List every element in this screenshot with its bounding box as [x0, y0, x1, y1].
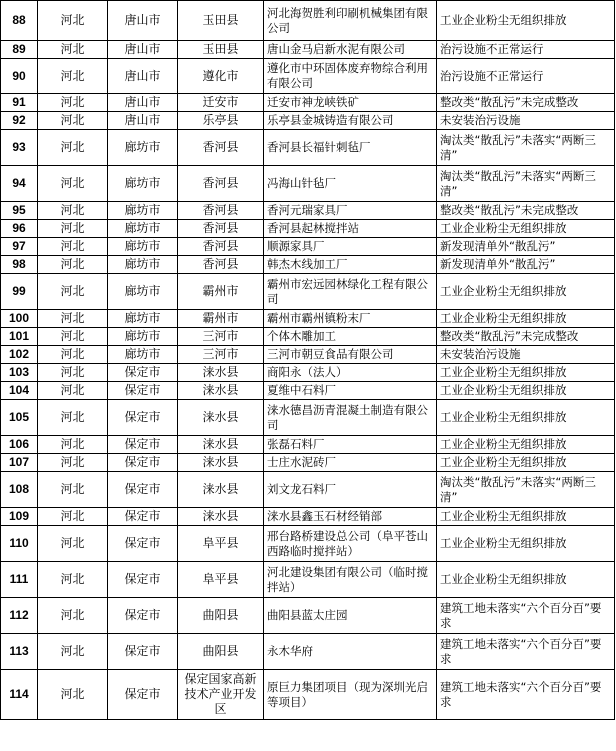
province-cell: 河北 [38, 364, 108, 382]
issue-type-cell: 建筑工地未落实“六个百分百”要求 [437, 670, 615, 720]
county-cell: 三河市 [178, 328, 264, 346]
table-row [1, 454, 615, 472]
row-number-cell: 114 [1, 670, 38, 720]
table-row [1, 1, 615, 41]
enterprise-name-cell: 原巨力集团项目（现为深圳光启等项目） [264, 670, 437, 720]
issue-type-cell: 新发现清单外“散乱污” [437, 256, 615, 274]
issue-type-cell: 未安装治污设施 [437, 346, 615, 364]
enterprise-name-cell: 遵化市中环固体废弃物综合利用有限公司 [264, 59, 437, 94]
enterprise-name-cell: 涞水德昌沥青混凝土制造有限公司 [264, 400, 437, 436]
enterprise-name-cell: 商阳永（法人） [264, 364, 437, 382]
row-number-cell: 90 [1, 59, 38, 94]
city-cell: 廊坊市 [108, 166, 178, 202]
county-cell: 涞水县 [178, 436, 264, 454]
table-row [1, 59, 615, 94]
city-cell: 保定市 [108, 634, 178, 670]
table-row [1, 220, 615, 238]
city-cell: 廊坊市 [108, 310, 178, 328]
issue-type-cell: 工业企业粉尘无组织排放 [437, 562, 615, 598]
province-cell: 河北 [38, 220, 108, 238]
province-cell: 河北 [38, 94, 108, 112]
city-cell: 保定市 [108, 382, 178, 400]
city-cell: 保定市 [108, 670, 178, 720]
issue-type-cell: 工业企业粉尘无组织排放 [437, 220, 615, 238]
table-row [1, 166, 615, 202]
row-number-cell: 93 [1, 130, 38, 166]
table-row [1, 382, 615, 400]
county-cell: 香河县 [178, 166, 264, 202]
county-cell: 保定国家高新技术产业开发区 [178, 670, 264, 720]
row-number-cell: 98 [1, 256, 38, 274]
table-row [1, 346, 615, 364]
issue-type-cell: 工业企业粉尘无组织排放 [437, 436, 615, 454]
issue-type-cell: 建筑工地未落实“六个百分百”要求 [437, 598, 615, 634]
province-cell: 河北 [38, 436, 108, 454]
enterprise-name-cell: 夏维中石料厂 [264, 382, 437, 400]
county-cell: 香河县 [178, 220, 264, 238]
province-cell: 河北 [38, 256, 108, 274]
county-cell: 香河县 [178, 202, 264, 220]
row-number-cell: 109 [1, 508, 38, 526]
row-number-cell: 101 [1, 328, 38, 346]
enterprise-name-cell: 刘文龙石料厂 [264, 472, 437, 508]
city-cell: 唐山市 [108, 1, 178, 41]
province-cell: 河北 [38, 508, 108, 526]
issue-type-cell: 整改类“散乱污”未完成整改 [437, 328, 615, 346]
issue-type-cell: 淘汰类“散乱污”未落实“两断三清” [437, 472, 615, 508]
enterprise-name-cell: 乐亭县金城铸造有限公司 [264, 112, 437, 130]
row-number-cell: 91 [1, 94, 38, 112]
city-cell: 保定市 [108, 526, 178, 562]
county-cell: 香河县 [178, 130, 264, 166]
enterprise-name-cell: 邢台路桥建设总公司（阜平苍山西路临时搅拌站） [264, 526, 437, 562]
issue-type-cell: 未安装治污设施 [437, 112, 615, 130]
row-number-cell: 89 [1, 41, 38, 59]
county-cell: 阜平县 [178, 526, 264, 562]
issue-type-cell: 工业企业粉尘无组织排放 [437, 508, 615, 526]
city-cell: 唐山市 [108, 41, 178, 59]
province-cell: 河北 [38, 130, 108, 166]
row-number-cell: 94 [1, 166, 38, 202]
city-cell: 廊坊市 [108, 220, 178, 238]
table-row [1, 202, 615, 220]
table-row [1, 436, 615, 454]
table-row [1, 274, 615, 310]
enterprise-name-cell: 香河县长福针刺毡厂 [264, 130, 437, 166]
province-cell: 河北 [38, 562, 108, 598]
table-row [1, 598, 615, 634]
row-number-cell: 88 [1, 1, 38, 41]
enterprise-name-cell: 霸州市宏远园林绿化工程有限公司 [264, 274, 437, 310]
city-cell: 廊坊市 [108, 256, 178, 274]
enterprise-name-cell: 香河元瑞家具厂 [264, 202, 437, 220]
province-cell: 河北 [38, 598, 108, 634]
issue-type-cell: 淘汰类“散乱污”未落实“两断三清” [437, 166, 615, 202]
row-number-cell: 112 [1, 598, 38, 634]
issue-type-cell: 工业企业粉尘无组织排放 [437, 382, 615, 400]
table-row [1, 112, 615, 130]
issue-type-cell: 工业企业粉尘无组织排放 [437, 526, 615, 562]
county-cell: 乐亭县 [178, 112, 264, 130]
enterprise-name-cell: 曲阳县蓝太庄园 [264, 598, 437, 634]
enterprise-name-cell: 顺源家具厂 [264, 238, 437, 256]
row-number-cell: 92 [1, 112, 38, 130]
enterprise-name-cell: 河北建设集团有限公司（临时搅拌站） [264, 562, 437, 598]
enterprise-name-cell: 河北海贺胜利印刷机械集团有限公司 [264, 1, 437, 41]
issue-type-cell: 工业企业粉尘无组织排放 [437, 1, 615, 41]
row-number-cell: 96 [1, 220, 38, 238]
city-cell: 唐山市 [108, 94, 178, 112]
province-cell: 河北 [38, 310, 108, 328]
city-cell: 保定市 [108, 508, 178, 526]
city-cell: 保定市 [108, 562, 178, 598]
enterprise-name-cell: 个体木雕加工 [264, 328, 437, 346]
issue-type-cell: 新发现清单外“散乱污” [437, 238, 615, 256]
province-cell: 河北 [38, 238, 108, 256]
province-cell: 河北 [38, 202, 108, 220]
table-row [1, 400, 615, 436]
county-cell: 涞水县 [178, 508, 264, 526]
table-body [1, 1, 615, 720]
county-cell: 阜平县 [178, 562, 264, 598]
city-cell: 廊坊市 [108, 202, 178, 220]
enterprise-name-cell: 三河市朝豆食品有限公司 [264, 346, 437, 364]
province-cell: 河北 [38, 59, 108, 94]
city-cell: 廊坊市 [108, 130, 178, 166]
city-cell: 保定市 [108, 400, 178, 436]
county-cell: 香河县 [178, 238, 264, 256]
enterprise-name-cell: 香河县起林搅拌站 [264, 220, 437, 238]
row-number-cell: 104 [1, 382, 38, 400]
issue-type-cell: 治污设施不正常运行 [437, 59, 615, 94]
table-row [1, 310, 615, 328]
county-cell: 玉田县 [178, 41, 264, 59]
enterprise-name-cell: 冯海山针毡厂 [264, 166, 437, 202]
province-cell: 河北 [38, 166, 108, 202]
enterprise-name-cell: 霸州市霸州镇粉末厂 [264, 310, 437, 328]
table-row [1, 634, 615, 670]
province-cell: 河北 [38, 328, 108, 346]
table-row [1, 94, 615, 112]
county-cell: 霸州市 [178, 274, 264, 310]
row-number-cell: 107 [1, 454, 38, 472]
province-cell: 河北 [38, 1, 108, 41]
enterprise-name-cell: 永木华府 [264, 634, 437, 670]
county-cell: 涞水县 [178, 400, 264, 436]
table-row [1, 41, 615, 59]
province-cell: 河北 [38, 454, 108, 472]
row-number-cell: 103 [1, 364, 38, 382]
city-cell: 唐山市 [108, 112, 178, 130]
row-number-cell: 106 [1, 436, 38, 454]
county-cell: 涞水县 [178, 382, 264, 400]
county-cell: 玉田县 [178, 1, 264, 41]
city-cell: 保定市 [108, 598, 178, 634]
enterprise-name-cell: 张磊石料厂 [264, 436, 437, 454]
county-cell: 香河县 [178, 256, 264, 274]
table-row [1, 508, 615, 526]
table-row [1, 328, 615, 346]
province-cell: 河北 [38, 382, 108, 400]
enterprise-name-cell: 唐山金马启新水泥有限公司 [264, 41, 437, 59]
issue-type-cell: 工业企业粉尘无组织排放 [437, 274, 615, 310]
issue-type-cell: 工业企业粉尘无组织排放 [437, 364, 615, 382]
row-number-cell: 95 [1, 202, 38, 220]
county-cell: 霸州市 [178, 310, 264, 328]
province-cell: 河北 [38, 400, 108, 436]
row-number-cell: 99 [1, 274, 38, 310]
table-row [1, 364, 615, 382]
enterprise-name-cell: 迁安市神龙峡铁矿 [264, 94, 437, 112]
province-cell: 河北 [38, 472, 108, 508]
issue-type-cell: 整改类“散乱污”未完成整改 [437, 202, 615, 220]
issue-type-cell: 建筑工地未落实“六个百分百”要求 [437, 634, 615, 670]
county-cell: 涞水县 [178, 472, 264, 508]
table-row [1, 562, 615, 598]
county-cell: 迁安市 [178, 94, 264, 112]
issue-type-cell: 整改类“散乱污”未完成整改 [437, 94, 615, 112]
city-cell: 廊坊市 [108, 274, 178, 310]
row-number-cell: 113 [1, 634, 38, 670]
city-cell: 廊坊市 [108, 238, 178, 256]
city-cell: 廊坊市 [108, 328, 178, 346]
table-row [1, 238, 615, 256]
row-number-cell: 97 [1, 238, 38, 256]
table-row [1, 472, 615, 508]
city-cell: 保定市 [108, 472, 178, 508]
city-cell: 唐山市 [108, 59, 178, 94]
county-cell: 涞水县 [178, 364, 264, 382]
row-number-cell: 105 [1, 400, 38, 436]
issue-type-cell: 工业企业粉尘无组织排放 [437, 400, 615, 436]
city-cell: 廊坊市 [108, 346, 178, 364]
province-cell: 河北 [38, 112, 108, 130]
enterprise-name-cell: 士庄水泥砖厂 [264, 454, 437, 472]
county-cell: 曲阳县 [178, 598, 264, 634]
province-cell: 河北 [38, 634, 108, 670]
row-number-cell: 108 [1, 472, 38, 508]
issue-type-cell: 治污设施不正常运行 [437, 41, 615, 59]
enterprise-name-cell: 韩杰木线加工厂 [264, 256, 437, 274]
city-cell: 保定市 [108, 436, 178, 454]
table-row [1, 256, 615, 274]
row-number-cell: 100 [1, 310, 38, 328]
issue-type-cell: 工业企业粉尘无组织排放 [437, 454, 615, 472]
city-cell: 保定市 [108, 364, 178, 382]
county-cell: 遵化市 [178, 59, 264, 94]
province-cell: 河北 [38, 274, 108, 310]
issue-type-cell: 淘汰类“散乱污”未落实“两断三清” [437, 130, 615, 166]
province-cell: 河北 [38, 41, 108, 59]
county-cell: 三河市 [178, 346, 264, 364]
county-cell: 涞水县 [178, 454, 264, 472]
issue-type-cell: 工业企业粉尘无组织排放 [437, 310, 615, 328]
province-cell: 河北 [38, 346, 108, 364]
row-number-cell: 110 [1, 526, 38, 562]
table-row [1, 130, 615, 166]
enterprise-name-cell: 涞水县鑫玉石材经销部 [264, 508, 437, 526]
row-number-cell: 111 [1, 562, 38, 598]
province-cell: 河北 [38, 670, 108, 720]
province-cell: 河北 [38, 526, 108, 562]
city-cell: 保定市 [108, 454, 178, 472]
table-row [1, 526, 615, 562]
row-number-cell: 102 [1, 346, 38, 364]
table-row [1, 670, 615, 720]
county-cell: 曲阳县 [178, 634, 264, 670]
